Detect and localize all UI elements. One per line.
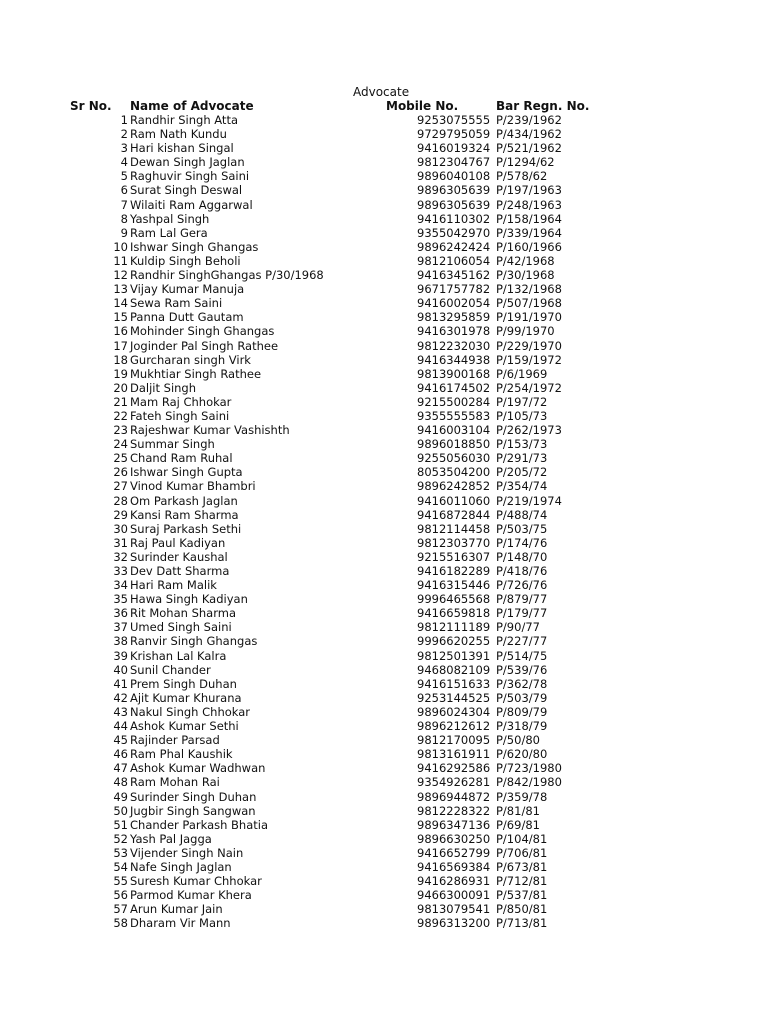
table-row	[0, 677, 768, 691]
row-sr-no: 29	[113, 507, 128, 522]
row-bar-regn: P/354/74	[496, 479, 548, 494]
row-mobile: 9416301978	[417, 324, 491, 339]
row-name: Umed Singh Saini	[130, 620, 232, 635]
row-sr-no: 18	[113, 352, 128, 367]
row-name: Randhir Singh Atta	[130, 113, 238, 127]
row-mobile: 9416003104	[417, 423, 491, 438]
table-row	[0, 113, 768, 127]
table-row	[0, 465, 768, 479]
row-bar-regn: P/726/76	[496, 578, 548, 593]
row-sr-no: 14	[113, 296, 128, 311]
row-sr-no: 1	[120, 113, 128, 127]
row-name: Arun Kumar Jain	[130, 902, 223, 917]
row-bar-regn: P/537/81	[496, 888, 548, 903]
table-row	[0, 846, 768, 860]
row-mobile: 9416011060	[417, 493, 491, 508]
row-sr-no: 9	[120, 225, 128, 240]
row-bar-regn: P/488/74	[496, 507, 548, 522]
row-bar-regn: P/842/1980	[496, 775, 562, 790]
row-mobile: 9812303770	[417, 535, 491, 550]
advocate-table	[0, 113, 768, 930]
table-row	[0, 423, 768, 437]
row-sr-no: 34	[113, 578, 128, 593]
row-sr-no: 25	[113, 451, 128, 466]
row-sr-no: 13	[113, 282, 128, 297]
row-name: Vijay Kumar Manuja	[130, 282, 245, 297]
row-mobile: 9996465568	[417, 592, 491, 607]
row-bar-regn: P/318/79	[496, 719, 548, 734]
row-name: Vinod Kumar Bhambri	[130, 479, 256, 494]
document-title: Advocate	[353, 85, 410, 99]
row-mobile: 9812114458	[417, 521, 491, 536]
row-sr-no: 39	[113, 648, 128, 663]
row-bar-regn: P/809/79	[496, 704, 548, 719]
row-bar-regn: P/248/1963	[496, 197, 562, 212]
row-sr-no: 42	[113, 690, 128, 705]
table-row	[0, 508, 768, 522]
table-row	[0, 775, 768, 789]
row-sr-no: 47	[113, 761, 128, 776]
header-mobile: Mobile No.	[386, 99, 459, 113]
row-name: Rajinder Parsad	[130, 733, 220, 748]
table-row	[0, 578, 768, 592]
table-row	[0, 564, 768, 578]
row-sr-no: 5	[120, 169, 128, 184]
row-name: Raghuvir Singh Saini	[130, 169, 250, 184]
table-row	[0, 536, 768, 550]
table-row	[0, 620, 768, 634]
row-mobile: 9253075555	[417, 113, 491, 127]
row-name: Ram Mohan Rai	[130, 775, 220, 790]
table-header	[0, 99, 768, 113]
table-row	[0, 169, 768, 183]
row-name: Hari kishan Singal	[130, 141, 234, 156]
row-name: Ranvir Singh Ghangas	[130, 634, 258, 649]
row-name: Vijender Singh Nain	[130, 845, 244, 860]
row-sr-no: 44	[113, 719, 128, 734]
table-row	[0, 240, 768, 254]
row-sr-no: 41	[113, 676, 128, 691]
table-row	[0, 381, 768, 395]
row-bar-regn: P/539/76	[496, 662, 548, 677]
row-mobile: 9416151633	[417, 676, 491, 691]
row-mobile: 9812170095	[417, 733, 491, 748]
row-bar-regn: P/229/1970	[496, 338, 562, 353]
row-mobile: 9812232030	[417, 338, 491, 353]
row-sr-no: 52	[113, 831, 128, 846]
row-sr-no: 46	[113, 747, 128, 762]
row-mobile: 9896040108	[417, 169, 491, 184]
row-name: Panna Dutt Gautam	[130, 310, 244, 325]
table-row	[0, 691, 768, 705]
table-row	[0, 747, 768, 761]
row-sr-no: 26	[113, 465, 128, 480]
table-row	[0, 888, 768, 902]
row-mobile: 9996620255	[417, 634, 491, 649]
row-bar-regn: P/197/1963	[496, 183, 562, 198]
row-mobile: 9896212612	[417, 719, 491, 734]
row-mobile: 9812228322	[417, 803, 491, 818]
row-mobile: 9416002054	[417, 296, 491, 311]
row-sr-no: 51	[113, 817, 128, 832]
row-name: Yash Pal Jagga	[130, 831, 212, 846]
row-mobile: 9416292586	[417, 761, 491, 776]
row-sr-no: 45	[113, 733, 128, 748]
row-name: Sunil Chander	[130, 662, 211, 677]
row-name: Hari Ram Malik	[130, 578, 217, 593]
row-sr-no: 19	[113, 366, 128, 381]
table-row	[0, 296, 768, 310]
table-row	[0, 254, 768, 268]
row-name: Hawa Singh Kadiyan	[130, 592, 248, 607]
table-row	[0, 198, 768, 212]
header-name: Name of Advocate	[130, 99, 254, 113]
row-name: Surinder Singh Duhan	[130, 789, 257, 804]
row-sr-no: 6	[120, 183, 128, 198]
row-bar-regn: P/90/77	[496, 620, 540, 635]
header-bar-regn: Bar Regn. No.	[496, 99, 590, 113]
table-row	[0, 606, 768, 620]
row-mobile: 9416344938	[417, 352, 491, 367]
row-mobile: 9896944872	[417, 789, 491, 804]
table-row	[0, 719, 768, 733]
table-row	[0, 522, 768, 536]
row-sr-no: 33	[113, 564, 128, 578]
row-sr-no: 12	[113, 268, 128, 283]
row-name: Ram Lal Gera	[130, 225, 208, 240]
row-mobile: 9416019324	[417, 141, 491, 156]
row-bar-regn: P/850/81	[496, 902, 548, 917]
row-bar-regn: P/69/81	[496, 817, 540, 832]
table-row	[0, 183, 768, 197]
row-mobile: 8053504200	[417, 465, 491, 480]
row-mobile: 9812304767	[417, 155, 491, 170]
row-bar-regn: P/706/81	[496, 845, 548, 860]
row-mobile: 9416569384	[417, 859, 491, 874]
row-name: Randhir SinghGhangas P/30/1968	[130, 268, 324, 283]
header-sr-no: Sr No.	[70, 99, 112, 113]
row-sr-no: 49	[113, 789, 128, 804]
row-bar-regn: P/158/1964	[496, 211, 562, 226]
row-sr-no: 24	[113, 437, 128, 452]
table-row	[0, 479, 768, 493]
table-row	[0, 451, 768, 465]
row-sr-no: 40	[113, 662, 128, 677]
table-row	[0, 141, 768, 155]
row-bar-regn: P/578/62	[496, 169, 548, 184]
row-mobile: 9416659818	[417, 606, 491, 621]
table-row	[0, 437, 768, 451]
table-row	[0, 663, 768, 677]
row-mobile: 9896018850	[417, 437, 491, 452]
row-sr-no: 22	[113, 408, 128, 423]
table-row	[0, 310, 768, 324]
row-name: Kansi Ram Sharma	[130, 507, 239, 522]
row-mobile: 9896630250	[417, 831, 491, 846]
row-name: Om Parkash Jaglan	[130, 493, 238, 508]
table-row	[0, 339, 768, 353]
row-mobile: 9671757782	[417, 282, 491, 297]
row-mobile: 9355555583	[417, 408, 491, 423]
row-name: Nakul Singh Chhokar	[130, 704, 250, 719]
row-name: Parmod Kumar Khera	[130, 888, 252, 903]
row-mobile: 9812106054	[417, 253, 491, 268]
row-name: Nafe Singh Jaglan	[130, 859, 232, 874]
row-mobile: 9355042970	[417, 225, 491, 240]
table-row	[0, 367, 768, 381]
row-bar-regn: P/6/1969	[496, 366, 548, 381]
table-row	[0, 874, 768, 888]
row-sr-no: 2	[120, 127, 128, 142]
row-sr-no: 53	[113, 845, 128, 860]
table-row	[0, 494, 768, 508]
table-row	[0, 127, 768, 141]
row-name: Mukhtiar Singh Rathee	[130, 366, 262, 381]
row-name: Rajeshwar Kumar Vashishth	[130, 423, 290, 438]
row-mobile: 9253144525	[417, 690, 491, 705]
row-name: Prem Singh Duhan	[130, 676, 237, 691]
row-mobile: 9416872844	[417, 507, 491, 522]
row-bar-regn: P/148/70	[496, 549, 548, 564]
row-mobile: 9468082109	[417, 662, 491, 677]
row-mobile: 9813295859	[417, 310, 491, 325]
row-bar-regn: P/620/80	[496, 747, 548, 762]
row-sr-no: 37	[113, 620, 128, 635]
table-row	[0, 916, 768, 930]
table-row	[0, 155, 768, 169]
table-row	[0, 634, 768, 648]
row-sr-no: 11	[113, 253, 128, 268]
row-name: Chander Parkash Bhatia	[130, 817, 269, 832]
row-bar-regn: P/418/76	[496, 564, 548, 578]
row-sr-no: 10	[113, 239, 128, 254]
table-row	[0, 226, 768, 240]
row-bar-regn: P/713/81	[496, 916, 548, 931]
row-mobile: 9215516307	[417, 549, 491, 564]
row-sr-no: 48	[113, 775, 128, 790]
table-row	[0, 324, 768, 338]
table-row	[0, 592, 768, 606]
table-row	[0, 818, 768, 832]
row-name: Joginder Pal Singh Rathee	[130, 338, 279, 353]
row-sr-no: 17	[113, 338, 128, 353]
row-bar-regn: P/503/75	[496, 521, 548, 536]
row-bar-regn: P/362/78	[496, 676, 548, 691]
row-mobile: 9896305639	[417, 197, 491, 212]
row-name: Ishwar Singh Ghangas	[130, 239, 259, 254]
row-bar-regn: P/359/78	[496, 789, 548, 804]
row-sr-no: 20	[113, 380, 128, 395]
row-mobile: 9416182289	[417, 564, 491, 578]
row-bar-regn: P/205/72	[496, 465, 548, 480]
row-bar-regn: P/105/73	[496, 408, 548, 423]
row-mobile: 9896242424	[417, 239, 491, 254]
row-bar-regn: P/239/1962	[496, 113, 562, 127]
row-sr-no: 30	[113, 521, 128, 536]
row-mobile: 9813161911	[417, 747, 491, 762]
row-bar-regn: P/673/81	[496, 859, 548, 874]
row-sr-no: 35	[113, 592, 128, 607]
row-name: Dewan Singh Jaglan	[130, 155, 245, 170]
row-bar-regn: P/159/1972	[496, 352, 562, 367]
row-name: Kuldip Singh Beholi	[130, 253, 241, 268]
row-sr-no: 38	[113, 634, 128, 649]
row-bar-regn: P/81/81	[496, 803, 540, 818]
row-bar-regn: P/191/1970	[496, 310, 562, 325]
table-row	[0, 902, 768, 916]
row-name: Mohinder Singh Ghangas	[130, 324, 275, 339]
row-name: Gurcharan singh Virk	[130, 352, 251, 367]
row-name: Suresh Kumar Chhokar	[130, 874, 262, 889]
row-name: Yashpal Singh	[130, 211, 210, 226]
row-mobile: 9416345162	[417, 268, 491, 283]
row-sr-no: 43	[113, 704, 128, 719]
table-row	[0, 649, 768, 663]
table-row	[0, 282, 768, 296]
row-sr-no: 58	[113, 916, 128, 931]
row-name: Suraj Parkash Sethi	[130, 521, 242, 536]
row-bar-regn: P/291/73	[496, 451, 548, 466]
row-name: Ram Nath Kundu	[130, 127, 227, 142]
row-sr-no: 4	[120, 155, 128, 170]
table-row	[0, 268, 768, 282]
row-mobile: 9896024304	[417, 704, 491, 719]
row-bar-regn: P/104/81	[496, 831, 548, 846]
row-sr-no: 8	[120, 211, 128, 226]
row-bar-regn: P/227/77	[496, 634, 548, 649]
row-mobile: 9416286931	[417, 874, 491, 889]
row-sr-no: 54	[113, 859, 128, 874]
row-sr-no: 27	[113, 479, 128, 494]
row-name: Jugbir Singh Sangwan	[130, 803, 256, 818]
row-bar-regn: P/712/81	[496, 874, 548, 889]
row-mobile: 9215500284	[417, 394, 491, 409]
row-name: Ajit Kumar Khurana	[130, 690, 242, 705]
row-sr-no: 28	[113, 493, 128, 508]
row-bar-regn: P/42/1968	[496, 253, 555, 268]
table-row	[0, 860, 768, 874]
row-bar-regn: P/507/1968	[496, 296, 562, 311]
row-bar-regn: P/132/1968	[496, 282, 562, 297]
row-mobile: 9729795059	[417, 127, 491, 142]
row-name: Wilaiti Ram Aggarwal	[130, 197, 253, 212]
row-bar-regn: P/262/1973	[496, 423, 562, 438]
row-sr-no: 23	[113, 423, 128, 438]
row-mobile: 9255056030	[417, 451, 491, 466]
row-name: Surinder Kaushal	[130, 549, 228, 564]
row-bar-regn: P/503/79	[496, 690, 548, 705]
row-bar-regn: P/723/1980	[496, 761, 562, 776]
row-bar-regn: P/160/1966	[496, 239, 562, 254]
table-row	[0, 212, 768, 226]
table-row	[0, 409, 768, 423]
row-bar-regn: P/50/80	[496, 733, 540, 748]
row-name: Chand Ram Ruhal	[130, 451, 233, 466]
table-row	[0, 353, 768, 367]
row-mobile: 9812501391	[417, 648, 491, 663]
row-mobile: 9416315446	[417, 578, 491, 593]
row-bar-regn: P/174/76	[496, 535, 548, 550]
row-bar-regn: P/879/77	[496, 592, 548, 607]
row-bar-regn: P/339/1964	[496, 225, 562, 240]
row-sr-no: 32	[113, 549, 128, 564]
row-mobile: 9416652799	[417, 845, 491, 860]
row-sr-no: 55	[113, 874, 128, 889]
row-bar-regn: P/30/1968	[496, 268, 555, 283]
row-bar-regn: P/521/1962	[496, 141, 562, 156]
row-bar-regn: P/434/1962	[496, 127, 562, 142]
row-name: Ashok Kumar Sethi	[130, 719, 239, 734]
table-row	[0, 804, 768, 818]
row-sr-no: 50	[113, 803, 128, 818]
row-sr-no: 36	[113, 606, 128, 621]
row-sr-no: 3	[120, 141, 128, 156]
row-bar-regn: P/99/1970	[496, 324, 555, 339]
table-row	[0, 790, 768, 804]
row-sr-no: 56	[113, 888, 128, 903]
table-row	[0, 395, 768, 409]
row-name: Ashok Kumar Wadhwan	[130, 761, 266, 776]
row-bar-regn: P/254/1972	[496, 380, 562, 395]
row-mobile: 9416110302	[417, 211, 491, 226]
table-row	[0, 733, 768, 747]
row-sr-no: 15	[113, 310, 128, 325]
row-bar-regn: P/153/73	[496, 437, 548, 452]
row-name: Surat Singh Deswal	[130, 183, 243, 198]
row-bar-regn: P/514/75	[496, 648, 548, 663]
row-name: Dev Datt Sharma	[130, 564, 230, 578]
row-name: Mam Raj Chhokar	[130, 394, 232, 409]
row-name: Sewa Ram Saini	[130, 296, 223, 311]
row-sr-no: 7	[120, 197, 128, 212]
row-name: Rit Mohan Sharma	[130, 606, 236, 621]
table-row	[0, 705, 768, 719]
row-bar-regn: P/1294/62	[496, 155, 555, 170]
table-row	[0, 761, 768, 775]
row-bar-regn: P/197/72	[496, 394, 548, 409]
row-name: Summar Singh	[130, 437, 215, 452]
row-mobile: 9896313200	[417, 916, 491, 931]
row-sr-no: 21	[113, 394, 128, 409]
row-bar-regn: P/179/77	[496, 606, 548, 621]
row-mobile: 9896305639	[417, 183, 491, 198]
row-mobile: 9813079541	[417, 902, 491, 917]
row-sr-no: 16	[113, 324, 128, 339]
row-mobile: 9416174502	[417, 380, 491, 395]
row-sr-no: 31	[113, 535, 128, 550]
row-name: Raj Paul Kadiyan	[130, 535, 226, 550]
row-mobile: 9896242852	[417, 479, 491, 494]
row-name: Ram Phal Kaushik	[130, 747, 233, 762]
table-row	[0, 550, 768, 564]
row-name: Ishwar Singh Gupta	[130, 465, 243, 480]
row-name: Daljit Singh	[130, 380, 197, 395]
row-mobile: 9896347136	[417, 817, 491, 832]
table-row	[0, 832, 768, 846]
row-mobile: 9813900168	[417, 366, 491, 381]
row-name: Dharam Vir Mann	[130, 916, 231, 931]
row-name: Krishan Lal Kalra	[130, 648, 227, 663]
row-mobile: 9812111189	[417, 620, 491, 635]
row-name: Fateh Singh Saini	[130, 408, 230, 423]
row-mobile: 9466300091	[417, 888, 491, 903]
row-bar-regn: P/219/1974	[496, 493, 562, 508]
row-sr-no: 57	[113, 902, 128, 917]
row-mobile: 9354926281	[417, 775, 491, 790]
